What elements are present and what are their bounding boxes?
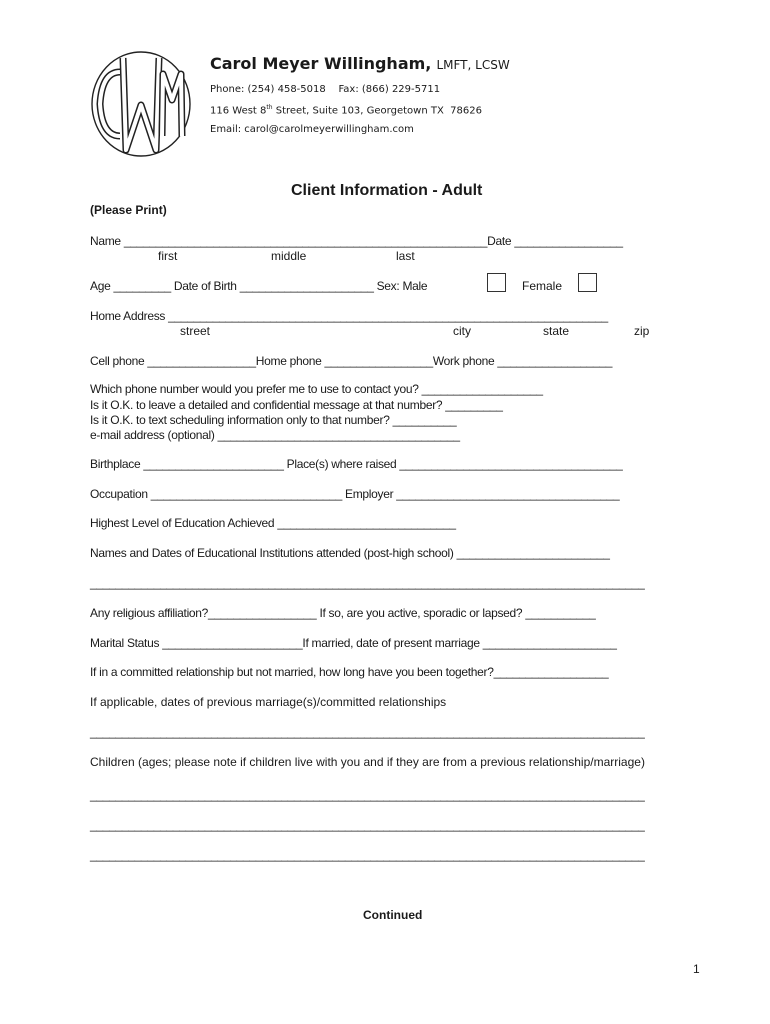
continued-label: Continued	[363, 908, 423, 922]
blank-line-4[interactable]: _______________________________________________________________________________________	[90, 818, 645, 832]
name-last-label: last	[396, 249, 415, 263]
form-title: Client Information - Adult	[291, 182, 483, 199]
name-date-field[interactable]: Name _________________________________________________________Date _________________	[90, 234, 623, 248]
addr-street-label: street	[180, 324, 211, 338]
education-field[interactable]: Highest Level of Education Achieved ____________________________	[90, 516, 456, 530]
phone-fax-line: Phone: (254) 458-5018 Fax: (866) 229-5711	[210, 84, 441, 95]
committed-field[interactable]: If in a committed relationship but not married, how long have you been together?__________________	[90, 665, 609, 679]
male-checkbox[interactable]	[487, 273, 506, 292]
office-address: 116 West 8th Street, Suite 103, Georgetown TX 78626	[210, 104, 482, 117]
name-middle-label: middle	[271, 249, 307, 263]
religious-field[interactable]: Any religious affiliation?_________________ If so, are you active, sporadic or lapsed? ___________	[90, 606, 596, 620]
age-dob-sex-field[interactable]: Age _________ Date of Birth _____________________ Sex: Male	[90, 279, 428, 293]
marital-field[interactable]: Marital Status ______________________If married, date of present marriage _____________________	[90, 636, 617, 650]
occupation-field[interactable]: Occupation ______________________________ Employer ___________________________________	[90, 487, 620, 501]
please-print: (Please Print)	[90, 203, 167, 217]
logo-text: CWM	[90, 50, 93, 51]
blank-line-2[interactable]: _______________________________________________________________________________________	[90, 725, 645, 739]
page-number: 1	[693, 962, 700, 976]
practitioner-name: Carol Meyer Willingham,	[210, 54, 432, 73]
addr-zip-label: zip	[634, 324, 650, 338]
phones-field[interactable]: Cell phone _________________Home phone _________________Work phone __________________	[90, 354, 613, 368]
practitioner-credentials: LMFT, LCSW	[436, 58, 510, 72]
blank-line-5[interactable]: _______________________________________________________________________________________	[90, 848, 645, 862]
email-optional-field[interactable]: e-mail address (optional) ______________________________________	[90, 428, 460, 442]
leave-message-field[interactable]: Is it O.K. to leave a detailed and confidential message at that number? _________	[90, 398, 503, 412]
addr-state-label: state	[543, 324, 570, 338]
children-label: Children (ages; please note if children live with you and if they are from a previous relationship/marriage)	[90, 755, 645, 769]
addr-city-label: city	[453, 324, 471, 338]
preferred-phone-field[interactable]: Which phone number would you prefer me to use to contact you? ___________________	[90, 382, 543, 396]
female-label: Female	[522, 279, 563, 293]
name-first-label: first	[158, 249, 178, 263]
text-ok-field[interactable]: Is it O.K. to text scheduling information only to that number? __________	[90, 413, 457, 427]
practitioner-heading	[210, 54, 510, 73]
cwm-logo	[90, 50, 192, 158]
email-line: Email: carol@carolmeyerwillingham.com	[210, 124, 414, 135]
previous-relationships-label: If applicable, dates of previous marriage(s)/committed relationships	[90, 695, 447, 709]
birthplace-field[interactable]: Birthplace ______________________ Place(s) where raised ___________________________________	[90, 457, 623, 471]
home-address-field[interactable]: Home Address _____________________________________________________________________	[90, 309, 608, 323]
institutions-field[interactable]: Names and Dates of Educational Institutions attended (post-high school) ________________________	[90, 546, 610, 560]
female-checkbox[interactable]	[578, 273, 597, 292]
blank-line-1[interactable]: _______________________________________________________________________________________	[90, 576, 645, 590]
blank-line-3[interactable]: _______________________________________________________________________________________	[90, 788, 645, 802]
